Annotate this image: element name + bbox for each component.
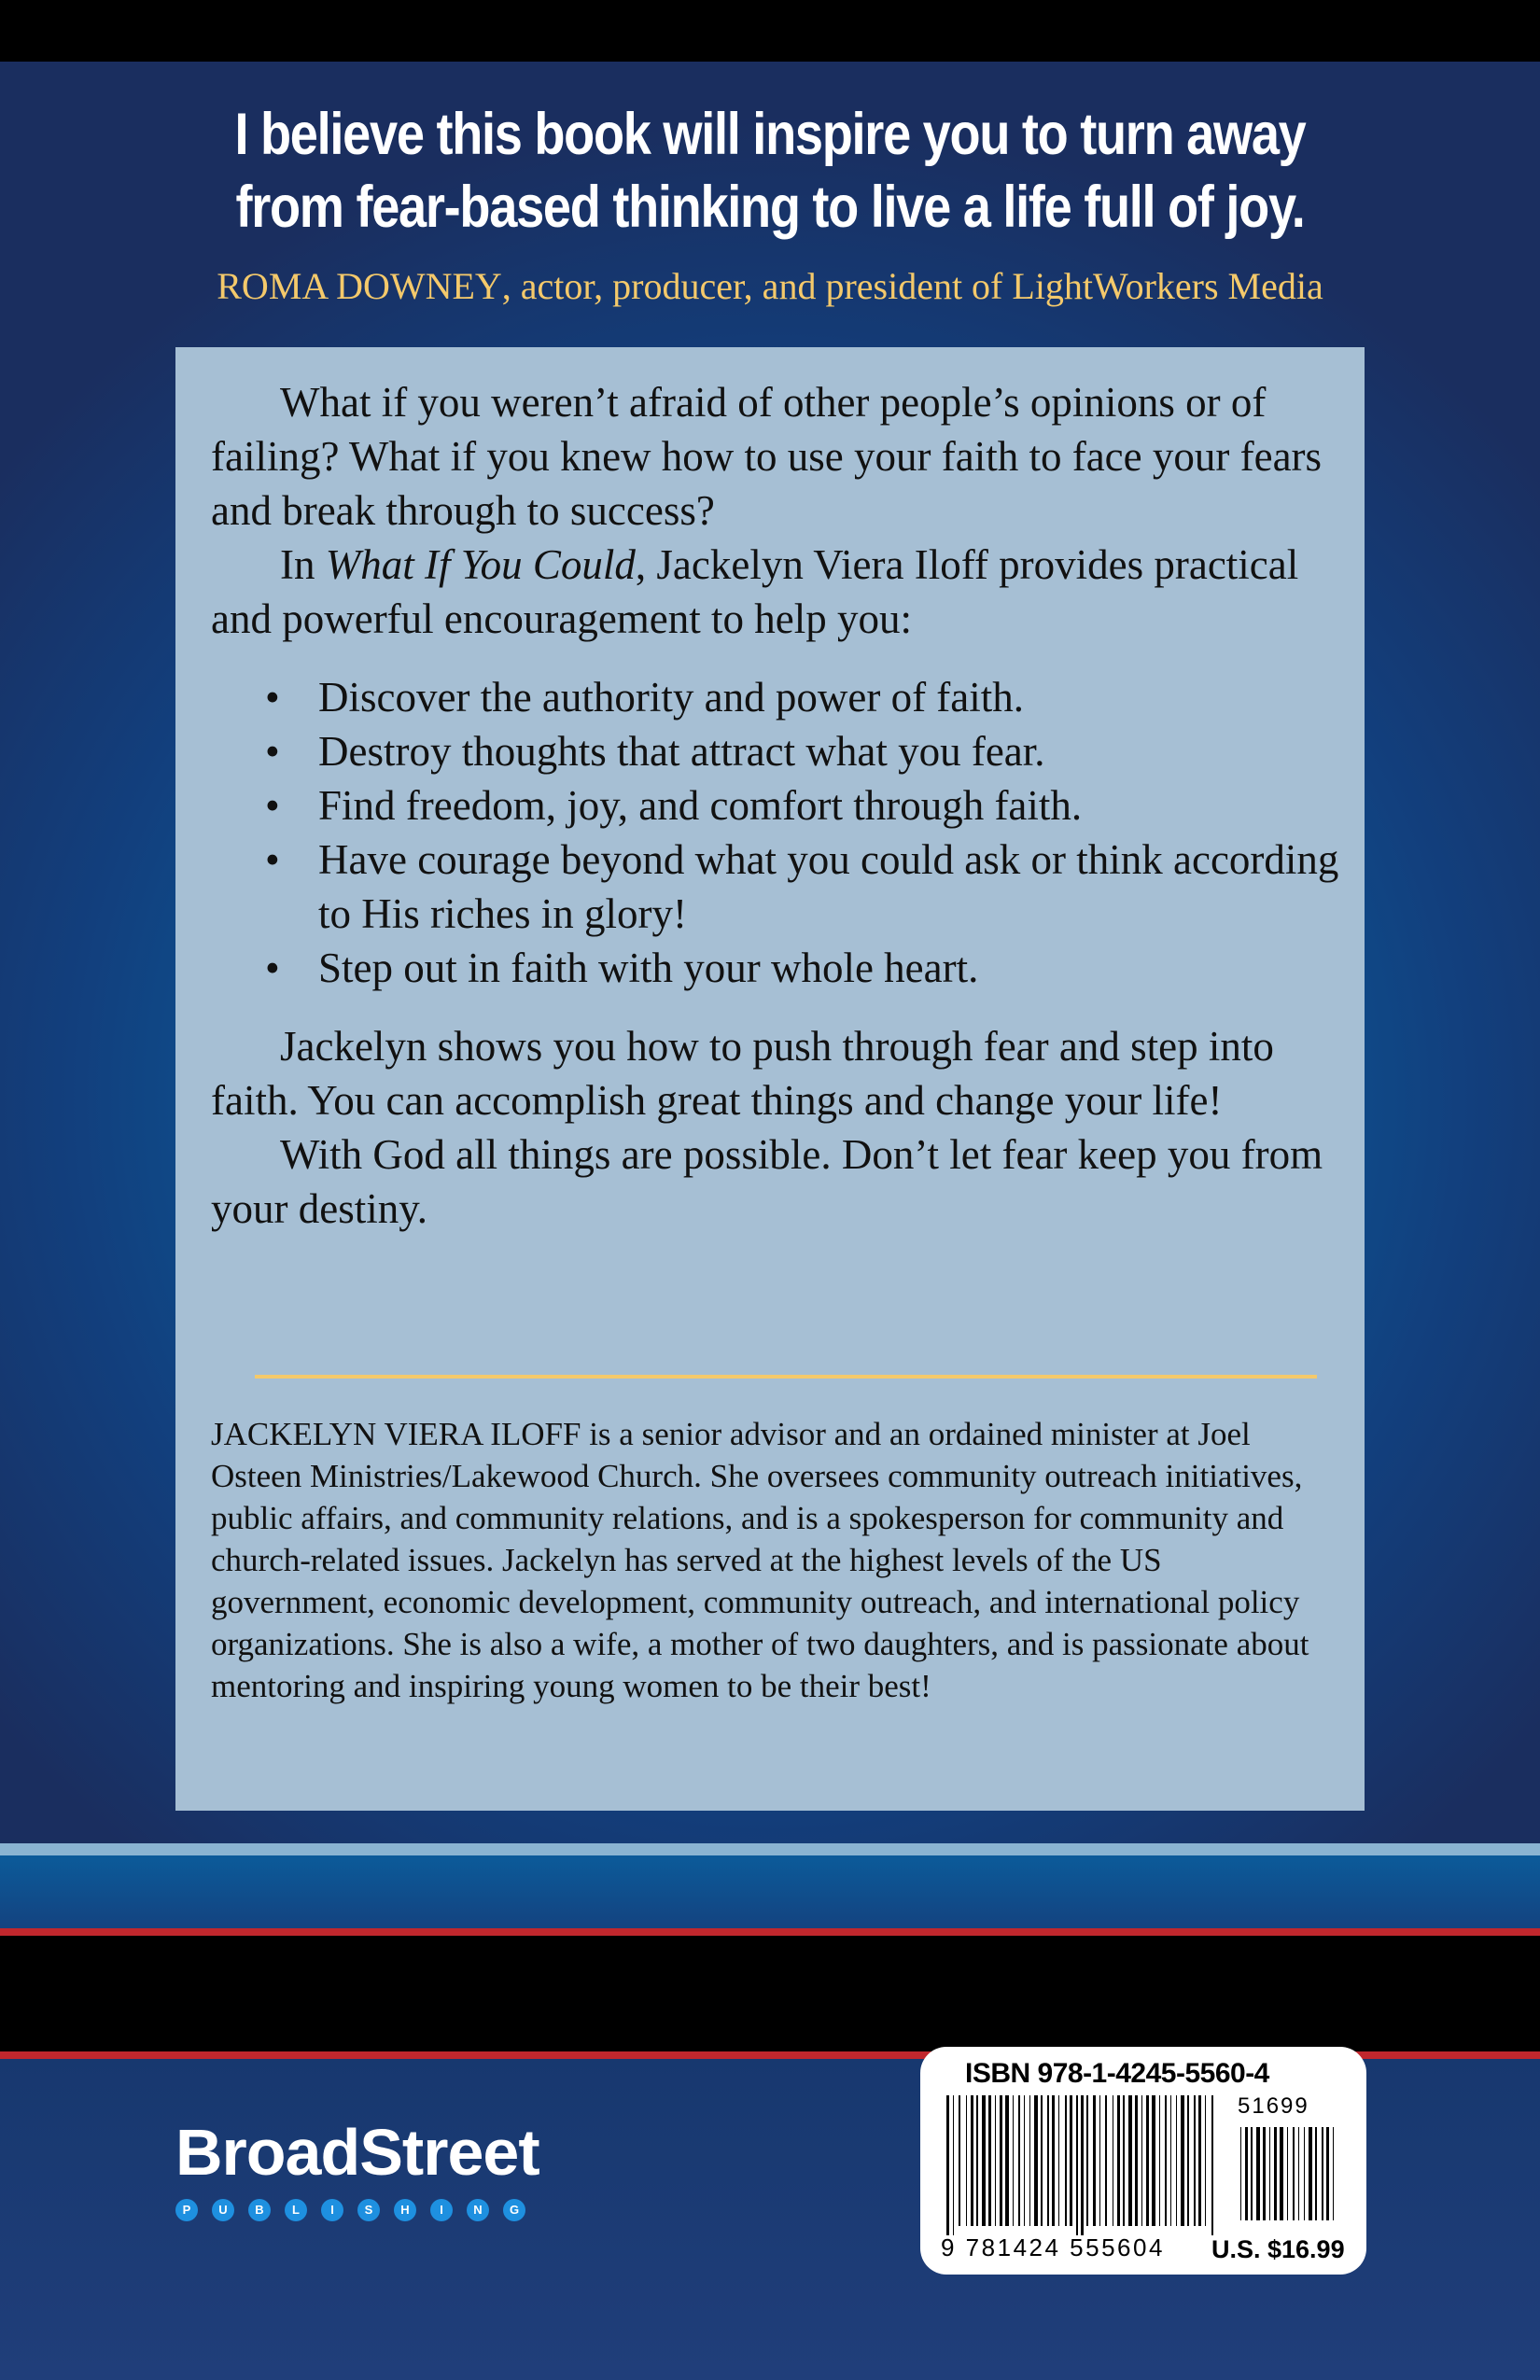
- logo-letter: G: [503, 2199, 525, 2221]
- endorsement-quote: [108, 98, 1433, 244]
- list-item: • Find freedom, joy, and comfort through faith.: [265, 778, 1340, 833]
- publisher-name: BroadStreet: [175, 2116, 539, 2189]
- author-name: JACKELYN VIERA ILOFF: [211, 1416, 581, 1452]
- red-stripe-top: [0, 1928, 1540, 1936]
- logo-letter: I: [321, 2199, 343, 2221]
- description-text: [211, 375, 1340, 1236]
- logo-letter: S: [357, 2199, 380, 2221]
- list-item: • Discover the authority and power of faith.: [265, 670, 1340, 724]
- logo-letter: B: [248, 2199, 271, 2221]
- list-item: • Destroy thoughts that attract what you fear.: [265, 724, 1340, 778]
- supplement-code: 51699: [1238, 2093, 1309, 2119]
- para-prefix: In: [280, 541, 326, 588]
- description-paragraph: [211, 538, 1340, 646]
- black-band: [0, 1936, 1540, 2051]
- barcode-box: [920, 2047, 1366, 2275]
- light-stripe: [0, 1843, 1540, 1855]
- author-bio: [211, 1413, 1331, 1707]
- logo-letter: N: [467, 2199, 489, 2221]
- lower-blue-band: [0, 1855, 1540, 1930]
- quote-line: from fear-based thinking to live a life full of joy.: [235, 175, 1305, 240]
- top-black-bar: [0, 0, 1540, 62]
- barcode-digits: 9 781424 555604: [941, 2233, 1165, 2261]
- quote-attribution: [0, 264, 1540, 308]
- description-paragraph: Jackelyn shows you how to push through fear and step into faith. You can accomplish great things and change your life!: [211, 1023, 1274, 1124]
- logo-letter: H: [394, 2199, 416, 2221]
- quote-line: I believe this book will inspire you to turn away: [234, 102, 1306, 167]
- logo-letter: I: [430, 2199, 453, 2221]
- bio-text: is a senior advisor and an ordained minister at Joel Osteen Ministries/Lakewood Church. She oversees community outreach initiatives, public affairs, and community relations, and is a spokesperson for community and church-related issues. Jackelyn has served at the highest levels of the US government, economic development, community outreach, and international policy organizations. She is also a wife, a mother of two daughters, and is passionate about mentoring and inspiring young women to be their best!: [211, 1416, 1309, 1704]
- logo-letter: P: [175, 2199, 198, 2221]
- logo-letter: L: [285, 2199, 307, 2221]
- book-title: What If You Could: [325, 541, 636, 588]
- benefit-list: [211, 670, 1340, 995]
- gold-divider: [255, 1375, 1317, 1379]
- logo-letter: U: [212, 2199, 234, 2221]
- description-panel: [175, 347, 1365, 1811]
- isbn-label: ISBN 978-1-4245-5560-4: [965, 2058, 1269, 2089]
- para-suffix: , Jackelyn Viera Iloff provides practical and powerful encouragement to help you:: [211, 541, 1299, 642]
- attribution-name: ROMA DOWNEY: [217, 265, 502, 307]
- publishing-dots: [175, 2199, 539, 2221]
- list-item: • Step out in faith with your whole heart.: [265, 941, 1340, 995]
- list-item: • Have courage beyond what you could ask or think according to His riches in glory!: [265, 833, 1340, 941]
- description-paragraph: What if you weren’t afraid of other people’s opinions or of failing? What if you knew how to use your faith to face your fears and break through to success?: [211, 379, 1323, 534]
- publisher-logo: [175, 2116, 539, 2221]
- description-paragraph: With God all things are possible. Don’t let fear keep you from your destiny.: [211, 1131, 1323, 1232]
- attribution-role: , actor, producer, and president of LightWorkers Media: [501, 265, 1323, 307]
- price-label: U.S. $16.99: [1211, 2235, 1345, 2263]
